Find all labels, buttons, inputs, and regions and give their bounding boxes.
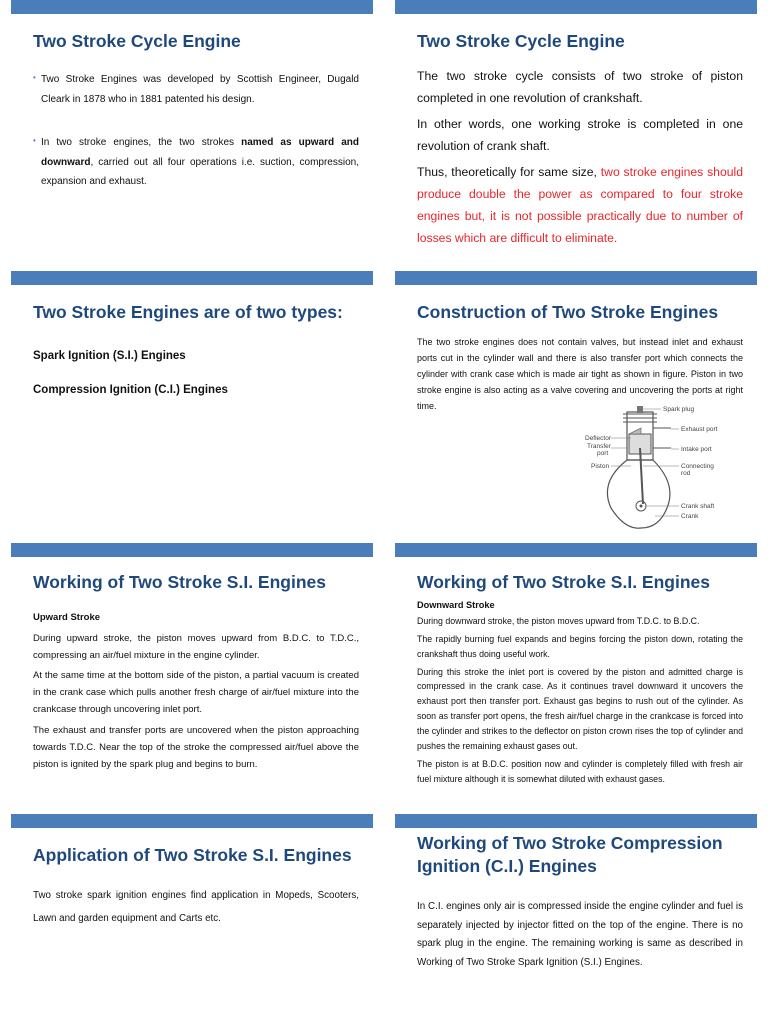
- paragraph: Thus, theoretically for same size, two stroke engines should produce double the power as compared to four stroke engines but, it is not possible practically due to number of losses which are difficult to eliminate.: [417, 164, 743, 245]
- label-transfer-port: Transfer: [587, 443, 611, 450]
- slide-8: [395, 814, 757, 1024]
- slide-title: Two Stroke Engines are of two types:: [33, 302, 343, 322]
- slide-body: [417, 66, 743, 250]
- slide-title: Construction of Two Stroke Engines: [417, 302, 719, 322]
- engine-types: [33, 347, 359, 414]
- label-connecting-rod-2: rod: [681, 470, 691, 477]
- slide-body: The two stroke engines does not contain valves, but instead inlet and exhaust ports cut in the cylinder wall and there is also transfer port which connects the cylinder with crank case which is made air tight as shown in figure. Piston in two stroke engine is also acting as a valve covering and uncovering the ports at right time.: [417, 337, 743, 412]
- slide-header-bar: [395, 271, 757, 285]
- slide-2: [395, 0, 757, 250]
- highlight-text: two stroke engines should produce double the power as compared to four stroke engines but, it is not possible practically due to number of losses which are difficult to eliminate.: [417, 164, 743, 245]
- section-subtitle: Upward Stroke: [33, 612, 101, 623]
- paragraph: During this stroke the inlet port is covered by the piston and admitted charge is compressed in the crank case. As it continues travel downward it uncovers the exhaust port then transfer port. Exhaust gas begins to rush out of the cylinder. As soon as transfer port opens, the fresh air/fuel charge in the crankcase is forced into the cylinder and strikes to the deflector on piston crown rises the top of cylinder and pushes the remaining exhaust gases out.: [417, 666, 743, 752]
- slide-1: [11, 0, 373, 250]
- slide-header-bar: [395, 543, 757, 557]
- list-item: • In two stroke engines, the two strokes named as upward and downward, carried out all four operations i.e. suction, compression, expansion and exhaust.: [33, 133, 359, 192]
- paragraph: At the same time at the bottom side of the piston, a partial vacuum is created in the crank case which pulls another fresh charge of air/fuel mixture into the crankcase through uncovering inlet port.: [33, 670, 359, 716]
- slide-body: In C.I. engines only air is compressed inside the engine cylinder and fuel is separately injected by injector fitted on the top of the engine. There is no spark plug in the engine. The remaining working is same as described in Working of Two Stroke Spark Ignition (S.I.) Engines.: [417, 901, 743, 968]
- slide-header-bar: [11, 271, 373, 285]
- label-crank-shaft: Crank shaft: [681, 503, 715, 510]
- slide-header-bar: [395, 814, 757, 828]
- label-connecting-rod: Connecting: [681, 463, 714, 470]
- slide-3: [11, 271, 373, 521]
- label-spark-plug: Spark plug: [663, 406, 695, 413]
- slide-header-bar: [11, 0, 373, 14]
- section-subtitle: Downward Stroke: [417, 600, 495, 610]
- slide-6: [395, 543, 757, 793]
- paragraph: During upward stroke, the piston moves upward from B.D.C. to T.D.C., compressing an air/fuel mixture in the engine cylinder.: [33, 633, 359, 662]
- type-si: Spark Ignition (S.I.) Engines: [33, 350, 186, 362]
- slide-title: Two Stroke Cycle Engine: [33, 31, 241, 51]
- list-item: • Two Stroke Engines was developed by Scottish Engineer, Dugald Cleark in 1878 who in 1881 patented his design.: [33, 70, 359, 109]
- type-ci: Compression Ignition (C.I.) Engines: [33, 383, 228, 396]
- engine-diagram: [585, 404, 755, 532]
- slide-title: Working of Two Stroke Compression Ignition (C.I.) Engines: [417, 833, 723, 877]
- label-deflector: Deflector: [585, 435, 612, 442]
- paragraph: The two stroke cycle consists of two stroke of piston completed in one revolution of crankshaft.: [417, 69, 743, 105]
- slide-title: Two Stroke Cycle Engine: [417, 31, 625, 51]
- slide-body: Two stroke spark ignition engines find application in Mopeds, Scooters, Lawn and garden equipment and Carts etc.: [33, 890, 359, 925]
- paragraph: The piston is at B.D.C. position now and cylinder is completely filled with fresh air fuel mixture although it is somewhat diluted with exhaust gases.: [417, 759, 743, 785]
- slide-header-bar: [395, 0, 757, 14]
- paragraph: During downward stroke, the piston moves upward from T.D.C. to B.D.C.: [417, 615, 700, 626]
- slide-header-bar: [11, 814, 373, 828]
- slide-body: [417, 598, 743, 790]
- slide-title: Application of Two Stroke S.I. Engines: [33, 845, 352, 865]
- label-intake-port: Intake port: [681, 446, 712, 453]
- two-stroke-engine-figure: [585, 404, 755, 532]
- paragraph: The rapidly burning fuel expands and begins forcing the piston down, rotating the crankshaft thus doing useful work.: [417, 633, 743, 659]
- paragraph: In other words, one working stroke is completed in one revolution of crank shaft.: [417, 116, 743, 153]
- label-piston: Piston: [591, 463, 610, 470]
- slide-title: Working of Two Stroke S.I. Engines: [417, 572, 710, 592]
- slide-header-bar: [11, 543, 373, 557]
- slide-7: [11, 814, 373, 1024]
- bullet-list: [33, 70, 359, 216]
- slide-body: [33, 609, 359, 776]
- label-crank: Crank: [681, 513, 699, 520]
- label-transfer-port-2: port: [597, 450, 609, 457]
- paragraph: The exhaust and transfer ports are uncovered when the piston approaching towards T.D.C. Near the top of the stroke the compressed air/fuel above the piston is ignited by the spark plug and begins to burn.: [33, 724, 359, 770]
- slide-title: Working of Two Stroke S.I. Engines: [33, 572, 326, 592]
- slide-5: [11, 543, 373, 793]
- label-exhaust-port: Exhaust port: [681, 426, 718, 433]
